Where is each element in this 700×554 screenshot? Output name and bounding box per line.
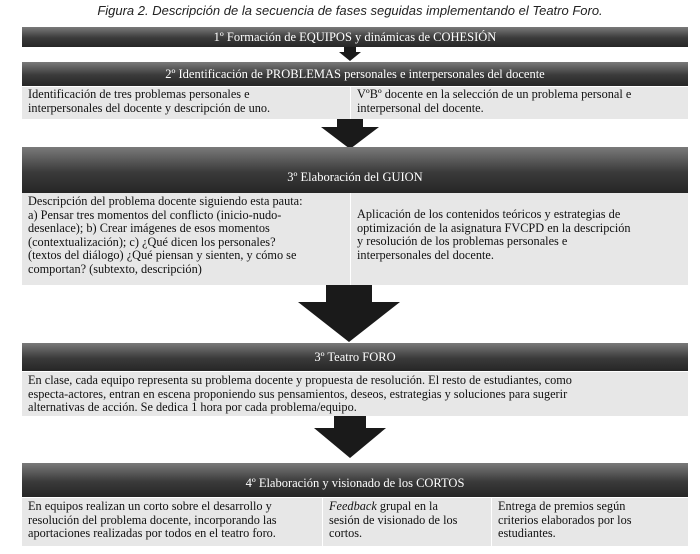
arrow-1-icon [339, 47, 361, 61]
phase-1-header [22, 27, 688, 47]
phase-5-title: 4º Elaboración y visionado de los CORTOS [245, 476, 465, 490]
phase-5-cell-3: Entrega de premios según criterios elaborados por los estudiantes. [492, 498, 688, 546]
phase-2-cell-2: VºBº docente en la selección de un problema personal e interpersonal del docente. [351, 87, 688, 119]
phase-3-title: 3º Elaboración del GUION [287, 170, 423, 184]
phase-2-title: 2º Identificación de PROBLEMAS personales e interpersonales del docente [165, 67, 545, 81]
arrow-3-icon [298, 285, 400, 342]
phase-1-title: 1º Formación de EQUIPOS y dinámicas de COHESIÓN [213, 30, 497, 44]
phase-4-title: 3º Teatro FORO [314, 350, 396, 364]
figure-caption: Figura 2. Descripción de la secuencia de fases seguidas implementando el Teatro Foro. [97, 3, 603, 18]
phase-4-cell-1: En clase, cada equipo representa su problema docente y propuesta de resolución. El resto de estudiantes, como especta-actores, entran en escena proponiendo sus pensamientos, deseos, estrategias y soluciones para sugerir alternativas de acción. Se dedica 1 hora por cada problema/equipo. [22, 372, 688, 416]
arrow-4-icon [314, 416, 386, 458]
phase-2-header [22, 62, 688, 86]
phase-3-cell-2: Aplicación de los contenidos teóricos y estrategias de optimización de la asignatura FVCPD en la descripción y resolución de los problemas personales e interpersonales del docente. [351, 193, 688, 285]
phase-3-header [22, 147, 688, 193]
phase-4-header [22, 343, 688, 371]
arrow-2-icon [321, 119, 379, 149]
phase-2-cell-1: Identificación de tres problemas personales e interpersonales del docente y descripción de uno. [22, 87, 350, 119]
phase-5-cell-2: Feedback grupal en la sesión de visionado de los cortos. [323, 498, 491, 546]
phase-5-header [22, 463, 688, 497]
phase-3-cell-1: Descripción del problema docente siguiendo esta pauta: a) Pensar tres momentos del conflicto (inicio-nudo- desenlace); b) Crear imágenes de esos momentos (contextualización); c) ¿Qué dicen los personales? (textos del diálogo) ¿Qué piensan y sienten, y cómo se comportan? (subtexto, descripción) [22, 193, 350, 285]
phase-5-cell-1: En equipos realizan un corto sobre el desarrollo y resolución del problema docente, incorporando las aportaciones realizadas por todos en el teatro foro. [22, 498, 322, 546]
